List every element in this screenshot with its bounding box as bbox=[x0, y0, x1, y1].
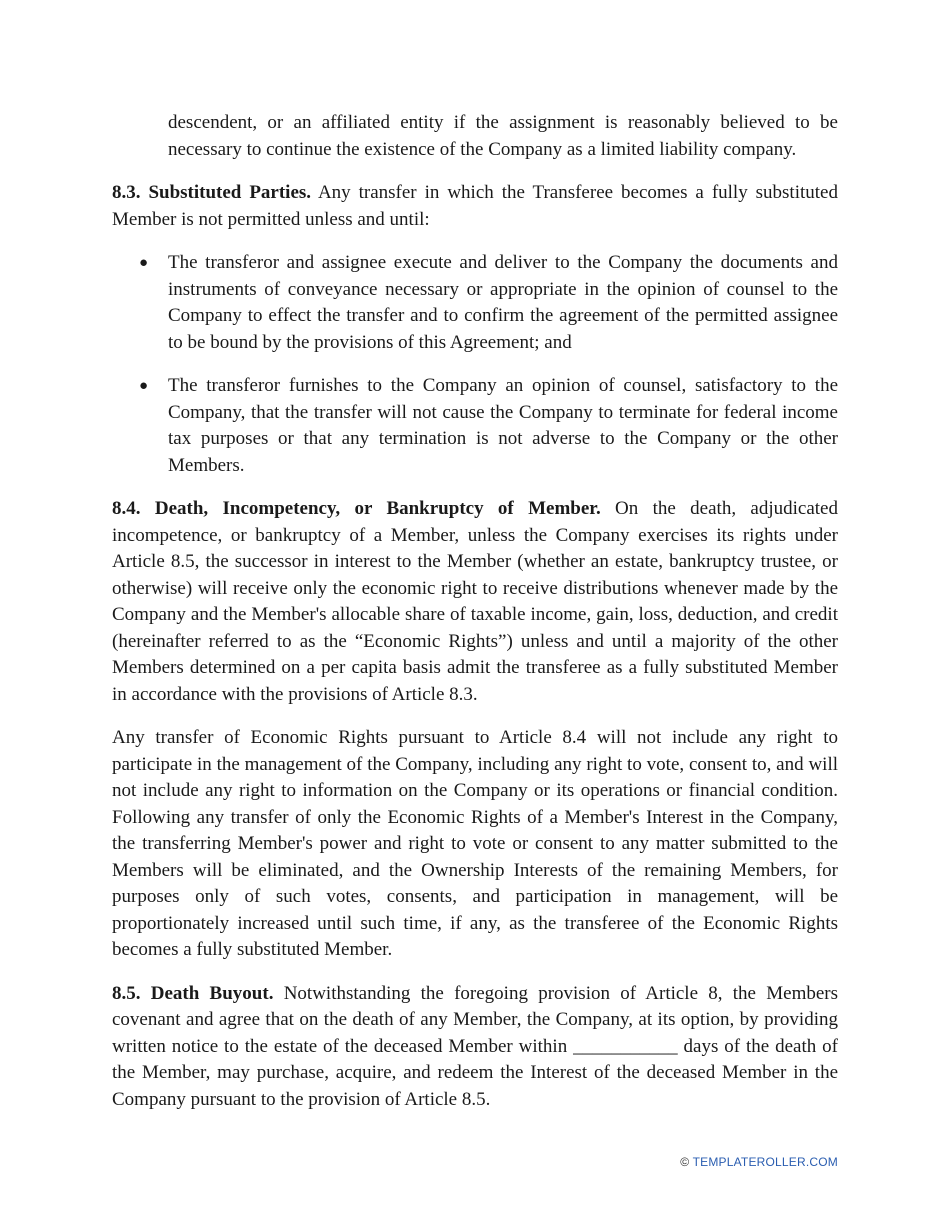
list-item bbox=[112, 250, 838, 356]
bullet-icon: ● bbox=[139, 255, 149, 271]
section-8-4-paragraph bbox=[112, 496, 838, 708]
section-8-4-paragraph-2 bbox=[112, 725, 838, 964]
section-8-4-paragraph-2-text: Any transfer of Economic Rights pursuant to Article 8.4 will not include any right to participate in the management of the Company, including any right to vote, consent to, and will not include any right to information on the Company or its operations or financial condition. Following any transfer of only the Economic Rights of a Member's Interest in the Company, the transferring Member's power and right to vote or consent to any matter submitted to the Members will be eliminated, and the Ownership Interests of the remaining Members, for purposes only of such votes, consents, and participation in management, will be proportionately increased until such time, if any, as the transferee of the Economic Rights becomes a fully substituted Member. bbox=[112, 727, 838, 960]
continuation-paragraph bbox=[112, 110, 838, 163]
section-8-5-paragraph bbox=[112, 981, 838, 1114]
footer-watermark bbox=[680, 1155, 838, 1169]
section-8-3-paragraph bbox=[112, 180, 838, 233]
copyright-icon: © bbox=[680, 1155, 690, 1169]
section-8-3-bullet-list bbox=[112, 250, 838, 479]
bullet-icon: ● bbox=[139, 378, 149, 394]
section-8-4-body: On the death, adjudicated incompetence, or bankruptcy of a Member, unless the Company exercises its rights under Article 8.5, the successor in interest to the Member (whether an estate, bankruptcy trustee, or otherwise) will receive only the economic right to receive distributions whenever made by the Company and the Member's allocable share of taxable income, gain, loss, deduction, and credit (hereinafter referred to as the “Economic Rights”) unless and until a majority of the other Members determined on a per capita basis admit the transferee as a fully substituted Member in accordance with the provisions of Article 8.3. bbox=[112, 498, 838, 705]
footer-site-link[interactable]: TEMPLATEROLLER.COM bbox=[692, 1155, 838, 1169]
section-8-5-heading: 8.5. Death Buyout. bbox=[112, 982, 274, 1004]
continuation-text: descendent, or an affiliated entity if the assignment is reasonably believed to be necessary to continue the existence of the Company as a limited liability company. bbox=[168, 112, 838, 160]
section-8-5-body: Notwithstanding the foregoing provision of Article 8, the Members covenant and agree that on the death of any Member, the Company, at its option, by providing written notice to the estate of the deceased Member within ___________ days of the death of the Member, may purchase, acquire, and redeem the Interest of the deceased Member in the Company pursuant to the provision of Article 8.5. bbox=[112, 982, 839, 1110]
section-8-3-body: Any transfer in which the Transferee becomes a fully substituted Member is not permitted unless and until: bbox=[112, 182, 838, 230]
list-item bbox=[112, 373, 838, 479]
document-page bbox=[112, 110, 838, 1130]
bullet-text: The transferor and assignee execute and deliver to the Company the documents and instruments of conveyance necessary or appropriate in the opinion of counsel to the Company to effect the transfer and to confirm the agreement of the permitted assignee to be bound by the provisions of this Agreement; and bbox=[168, 252, 838, 353]
bullet-text: The transferor furnishes to the Company an opinion of counsel, satisfactory to the Company, that the transfer will not cause the Company to terminate for federal income tax purposes or that any termination is not adverse to the Company or the other Members. bbox=[168, 375, 838, 476]
section-8-4-heading: 8.4. Death, Incompetency, or Bankruptcy of Member. bbox=[112, 498, 601, 519]
section-8-3-heading: 8.3. Substituted Parties. bbox=[112, 182, 312, 203]
